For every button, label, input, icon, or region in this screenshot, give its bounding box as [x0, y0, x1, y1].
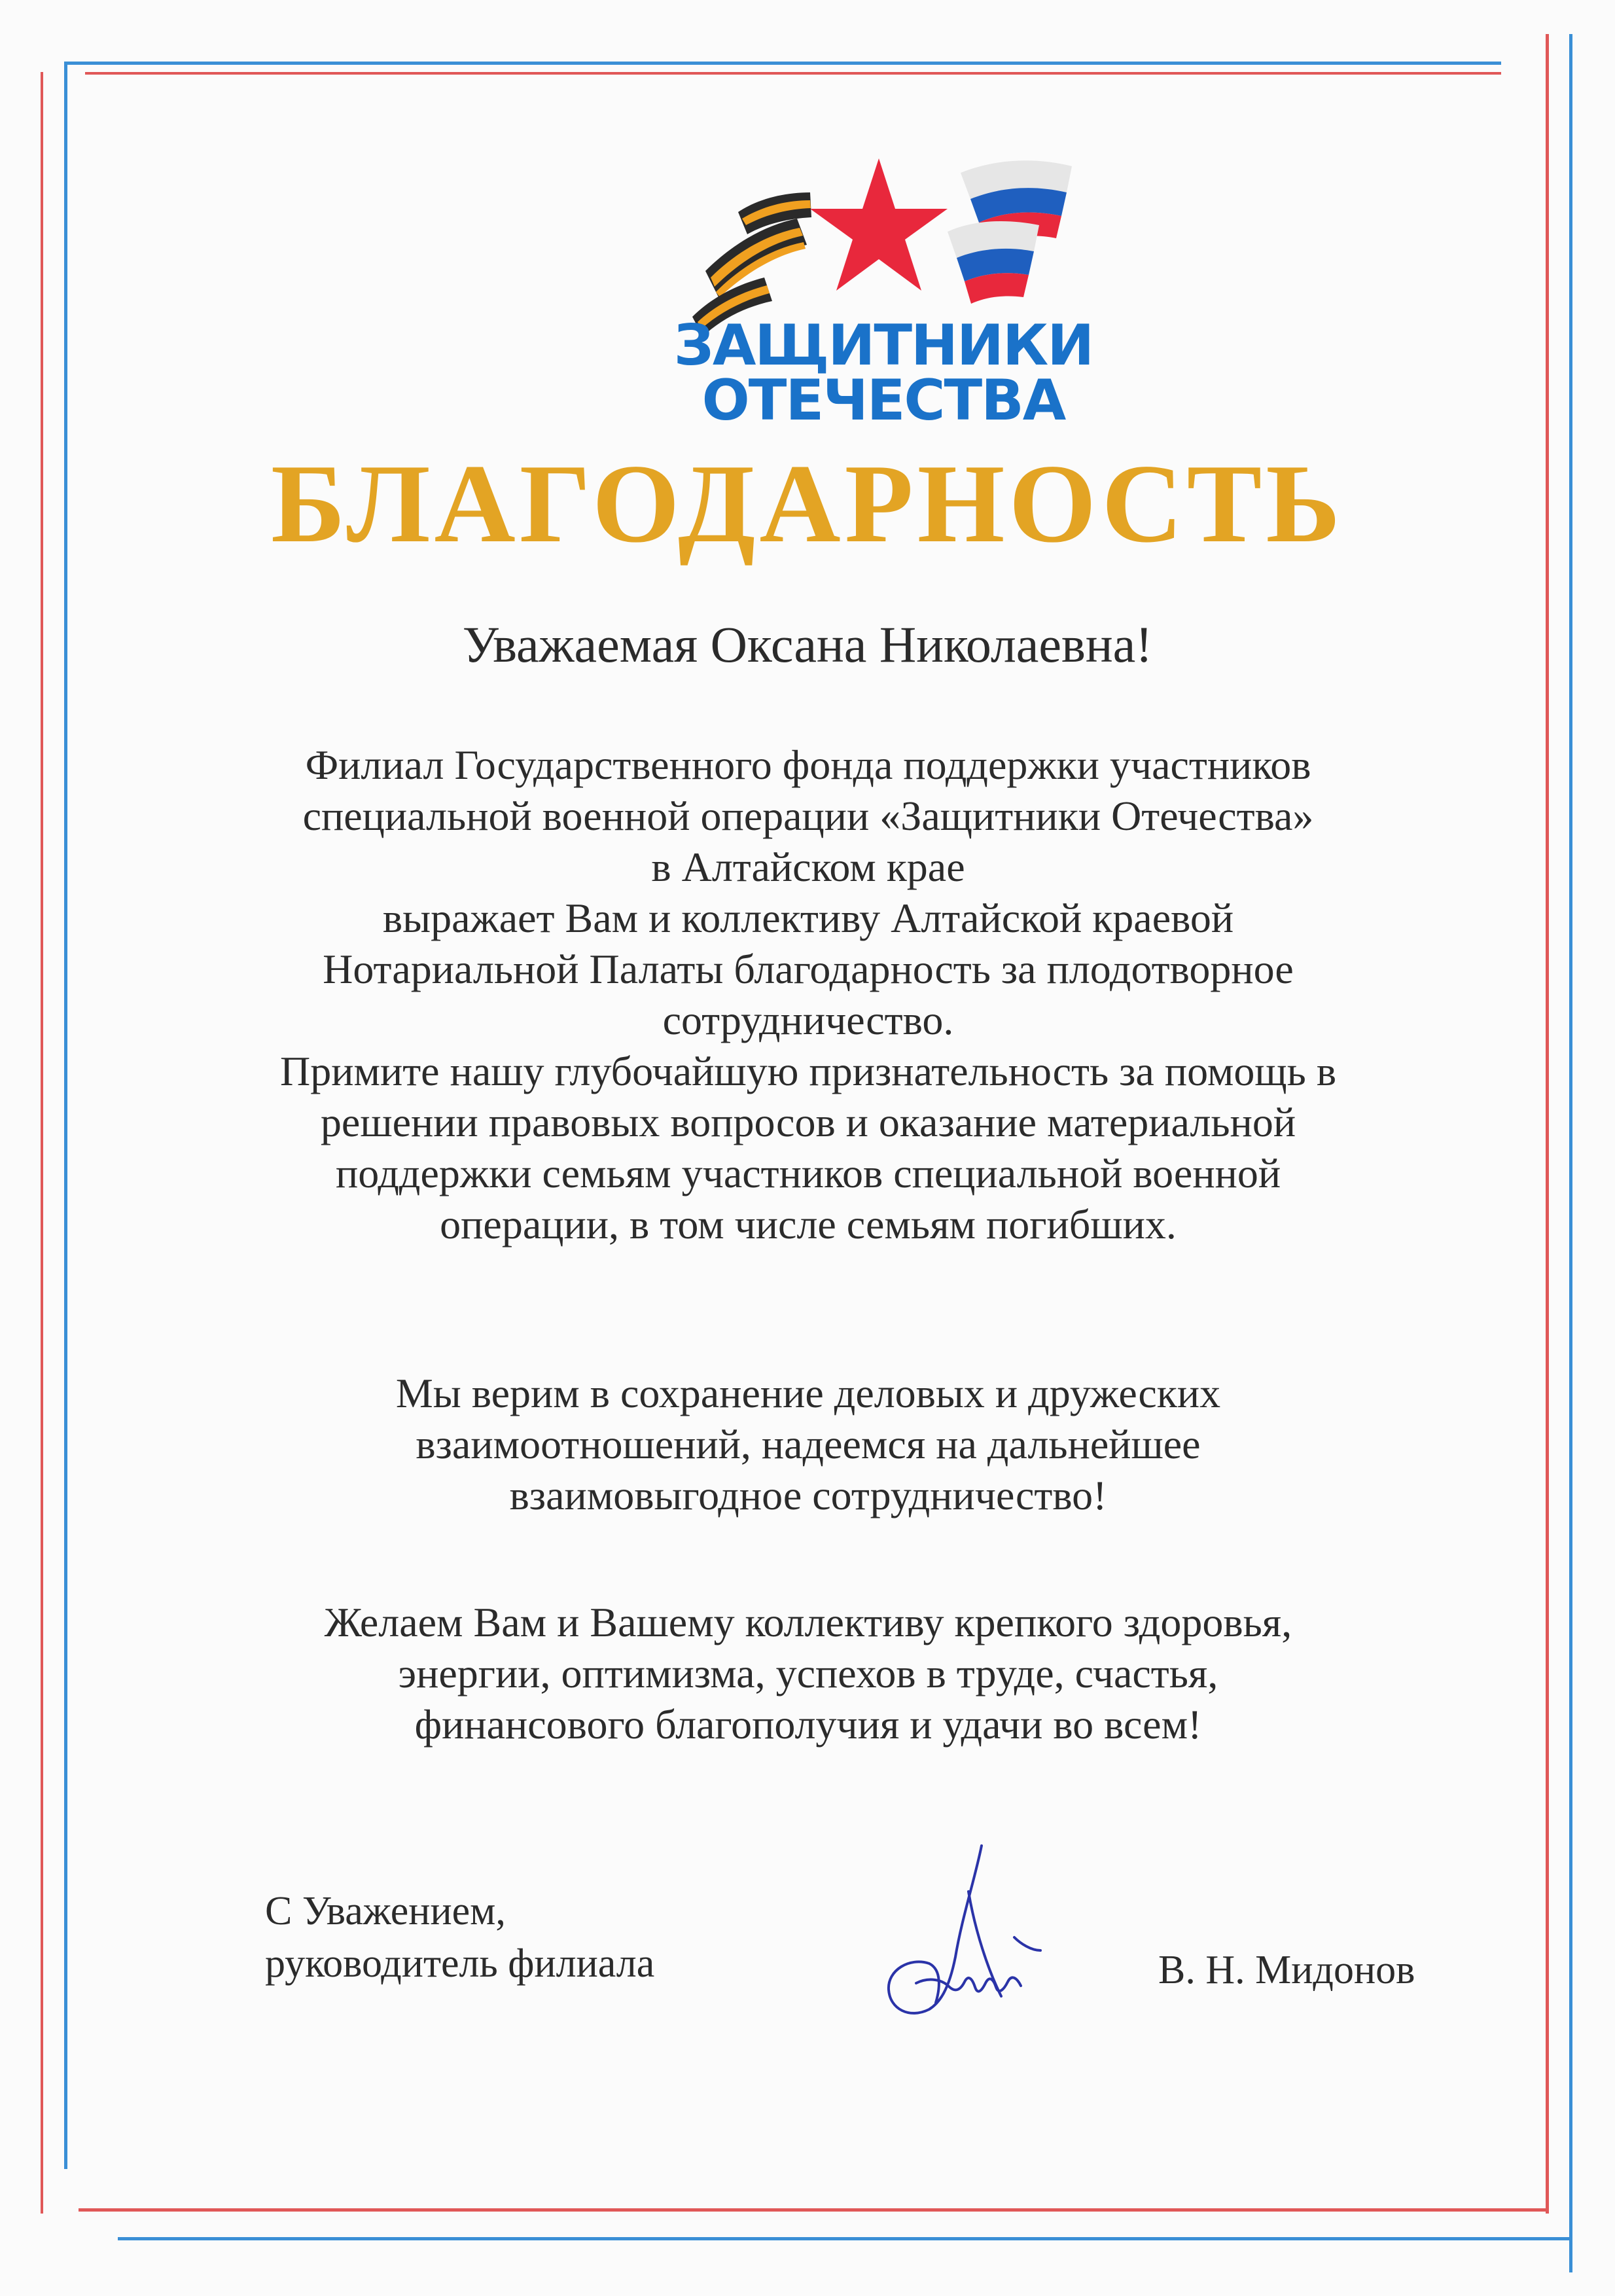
frame-line — [118, 2237, 1572, 2240]
text-line: финансового благополучия и удачи во всем! — [414, 1701, 1202, 1748]
frame-line — [1569, 34, 1572, 2272]
text-line: в Алтайском крае — [651, 844, 965, 890]
text-line: выражает Вам и коллективу Алтайской краевой — [382, 895, 1234, 941]
text-line: специальной военной операции «Защитники Отечества» — [302, 793, 1314, 839]
text-line: сотрудничество. — [662, 997, 954, 1043]
paragraph-3 — [157, 1597, 1459, 1750]
text-line: Желаем Вам и Вашему коллективу крепкого здоровья, — [324, 1599, 1292, 1645]
handwritten-signature — [877, 1839, 1047, 2049]
frame-line — [79, 2208, 1549, 2212]
paragraph-2 — [157, 1368, 1459, 1521]
text-line: поддержки семьям участников специальной военной — [335, 1150, 1281, 1196]
text-line: решении правовых вопросов и оказание материальной — [320, 1099, 1296, 1145]
red-star-icon — [810, 158, 948, 291]
logo-text — [661, 313, 1106, 433]
signature-block — [265, 1885, 654, 1990]
frame-line — [41, 72, 43, 2214]
frame-line — [1546, 34, 1549, 2214]
logo-line-2: ОТЕЧЕСТВА — [701, 368, 1065, 433]
tricolor-ribbon-icon — [948, 160, 1072, 304]
text-line: Нотариальной Палаты благодарность за плодотворное — [323, 946, 1294, 992]
signer-position: руководитель филиала — [265, 1941, 655, 1986]
text-line: Филиал Государственного фонда поддержки участников — [305, 742, 1311, 788]
text-line: операции, в том числе семьям погибших. — [440, 1201, 1177, 1247]
text-line: Мы верим в сохранение деловых и дружеских — [395, 1370, 1221, 1416]
page-title: БЛАГОДАРНОСТЬ — [270, 442, 1345, 566]
text-line: взаимовыгодное сотрудничество! — [509, 1472, 1107, 1518]
paragraph-1 — [157, 740, 1459, 1250]
frame-line — [64, 62, 1501, 65]
closing: С Уважением, — [265, 1889, 506, 1933]
text-line: энергии, оптимизма, успехов в труде, счастья, — [398, 1650, 1218, 1696]
signer-name: В. Н. Мидонов — [1158, 1948, 1415, 1992]
salutation: Уважаемая Оксана Николаевна! — [462, 616, 1153, 673]
frame-line — [85, 72, 1501, 75]
frame-line — [64, 62, 67, 2169]
logo-line-1: ЗАЩИТНИКИ — [673, 313, 1093, 378]
text-line: взаимоотношений, надеемся на дальнейшее — [416, 1421, 1201, 1467]
text-line: Примите нашу глубочайшую признательность за помощь в — [279, 1048, 1337, 1094]
star-ribbon-logo-icon — [666, 147, 1091, 336]
